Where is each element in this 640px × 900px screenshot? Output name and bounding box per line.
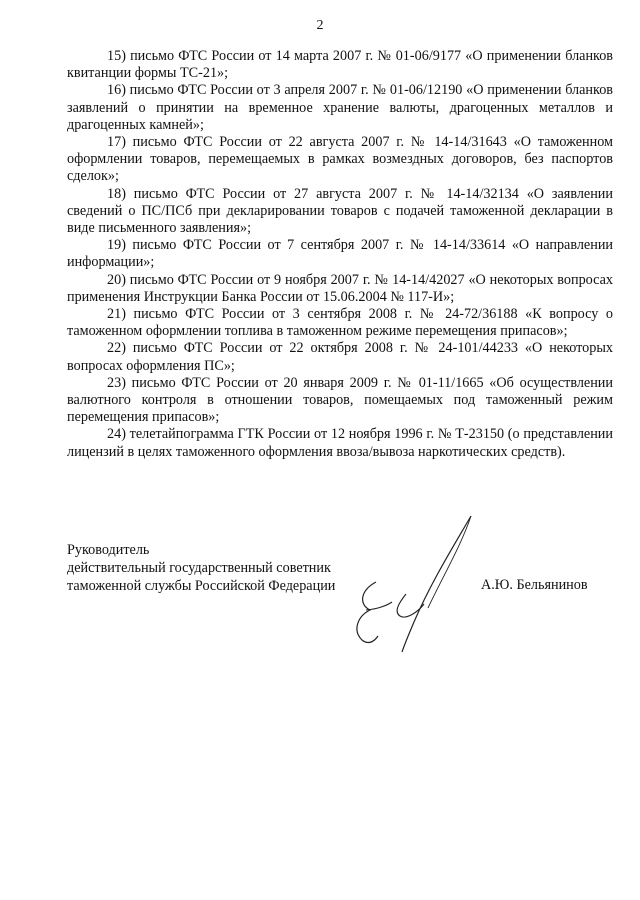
list-item: 21) письмо ФТС России от 3 сентября 2008 г. № 24-72/36188 «К вопросу о таможенном оформлении топлива в таможенном режиме перемещения припасов»; bbox=[67, 306, 613, 340]
signatory-title-line: Руководитель bbox=[67, 542, 150, 558]
signatory-title-line: действительный государственный советник bbox=[67, 560, 331, 576]
list-item: 18) письмо ФТС России от 27 августа 2007 г. № 14-14/32134 «О заявлении сведений о ПС/ПСб при декларировании товаров с подачей таможенной декларации в виде письменного заявления»; bbox=[67, 185, 613, 237]
list-item: 20) письмо ФТС России от 9 ноября 2007 г. № 14-14/42027 «О некоторых вопросах применения Инструкции Банка России от 15.06.2004 № 117-И»; bbox=[67, 271, 613, 305]
list-item: 19) письмо ФТС России от 7 сентября 2007 г. № 14-14/33614 «О направлении информации»; bbox=[67, 237, 613, 271]
signatory-title-line: таможенной службы Российской Федерации bbox=[67, 578, 336, 594]
list-item: 15) письмо ФТС России от 14 марта 2007 г. № 01-06/9177 «О применении бланков квитанции формы ТС-21»; bbox=[67, 48, 613, 82]
list-item: 17) письмо ФТС России от 22 августа 2007 г. № 14-14/31643 «О таможенном оформлении товаров, перемещаемых в рамках возмездных договоров, без паспортов сделок»; bbox=[67, 134, 613, 185]
list-item: 23) письмо ФТС России от 20 января 2009 г. № 01-11/1665 «Об осуществлении валютного контроля в отношении товаров, помещаемых под таможенный режим перемещения припасов»; bbox=[67, 374, 613, 426]
handwritten-signature bbox=[336, 512, 486, 662]
signatory-name: А.Ю. Бельянинов bbox=[481, 577, 588, 593]
list-item: 24) телетайпограмма ГТК России от 12 ноября 1996 г. № Т-23150 (о представлении лицензий в целях таможенного оформления ввоза/вывоза наркотических средств). bbox=[67, 426, 613, 460]
page-number: 2 bbox=[316, 18, 324, 33]
list-item: 16) письмо ФТС России от 3 апреля 2007 г. № 01-06/12190 «О применении бланков заявлений о принятии на временное хранение валюты, драгоценных металлов и драгоценных камней»; bbox=[67, 82, 613, 133]
list-item: 22) письмо ФТС России от 22 октября 2008 г. № 24-101/44233 «О некоторых вопросах оформления ПС»; bbox=[67, 340, 613, 374]
document-list bbox=[67, 48, 613, 461]
